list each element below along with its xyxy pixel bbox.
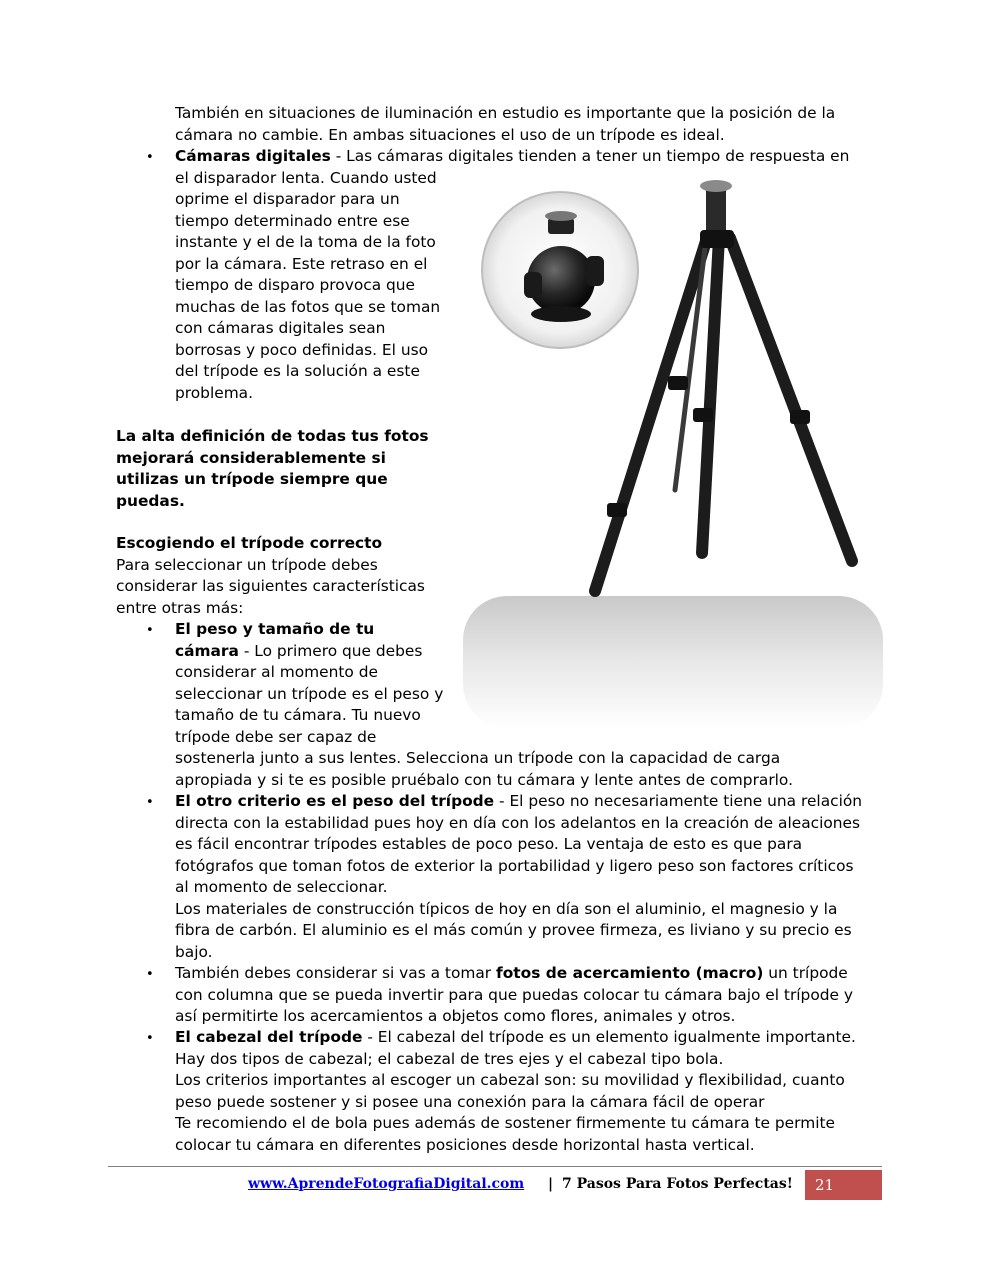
text-line: sostenerla junto a sus lentes. Selecciona un trípode con la capacidad de carga [175,749,781,767]
text-line: con cámaras digitales sean [175,319,386,337]
bullet-head [175,1027,856,1049]
text-span: - El cabezal del trípode es un elemento igualmente importante. [362,1028,856,1046]
leg-hub [700,230,734,248]
text-line: bajo. [175,943,213,961]
section-title: Escogiendo el trípode correcto [116,534,383,552]
text-line: Los criterios importantes al escoger un cabezal son: su movilidad y flexibilidad, cuanto [175,1071,845,1089]
bold-term: Cámaras digitales [175,147,331,165]
text-line: así permitirte los acercamientos a objetos como flores, animales y otros. [175,1007,736,1025]
footer-separator: | [548,1176,554,1192]
text-line: instante y el de la toma de la foto [175,233,436,251]
floor-reflection [463,596,883,728]
bold-term: cámara [175,642,239,660]
highlight-line: mejorará considerablemente si [116,449,386,467]
bullet-macro [175,963,848,985]
text-line: fotógrafos que toman fotos de exterior la portabilidad y ligero peso son factores críticos [175,857,854,875]
bold-term: El peso y tamaño de tu [175,620,375,638]
text-line: borrosas y poco definidas. El uso [175,341,429,359]
text-line: directa con la estabilidad pues hoy en día con los adelantos en la creación de aleaciones [175,814,861,832]
head-plate [700,180,732,192]
text-line: entre otras más: [116,599,244,617]
text-span: - Lo primero que debes [238,642,423,660]
bullet-icon: • [146,795,154,810]
tripod-image [460,168,884,728]
bullet-icon: • [146,150,154,165]
highlight-line: utilizas un trípode siempre que [116,470,388,488]
bullet-icon: • [146,623,154,638]
text-line: muchas de las fotos que se toman [175,298,441,316]
text-line: tiempo de disparo provoca que [175,276,416,294]
highlight-line: La alta definición de todas tus fotos [116,427,429,445]
text-line: es fácil encontrar trípodes estables de poco peso. La ventaja de esto es que para [175,835,803,853]
text-line: Para seleccionar un trípode debes [116,556,378,574]
text-line: Hay dos tipos de cabezal; el cabezal de tres ejes y el cabezal tipo bola. [175,1050,724,1068]
text-line: apropiada y si te es posible pruébalo con tu cámara y lente antes de comprarlo. [175,771,793,789]
text-line: trípode debe ser capaz de [175,728,377,746]
text-span: - El peso no necesariamente tiene una relación [494,792,863,810]
text-line: considerar las siguientes características [116,577,425,595]
footer-rule [108,1166,882,1167]
footer-title: 7 Pasos Para Fotos Perfectas! [562,1176,793,1192]
text-line: colocar tu cámara en diferentes posiciones desde horizontal hasta vertical. [175,1136,755,1154]
text-line: por la cámara. Este retraso en el [175,255,428,273]
text-line: considerar al momento de [175,663,378,681]
text-line: cámara no cambie. En ambas situaciones el uso de un trípode es ideal. [175,126,725,144]
text-line: con columna que se pueda invertir para que puedas colocar tu cámara bajo el trípode y [175,986,853,1004]
bullet-icon: • [146,967,154,982]
text-line: peso puede sostener y si posee una conexión para la cámara fácil de operar [175,1093,765,1111]
highlight-line: puedas. [116,492,185,510]
bullet-icon: • [146,1031,154,1046]
text-span: También debes considerar si vas a tomar [175,964,497,982]
text-line: al momento de seleccionar. [175,878,388,896]
text-line: fibra de carbón. El aluminio es el más común y provee firmeza, es liviano y su precio es [175,921,852,939]
bullet-tripod-weight [175,791,862,813]
text-line: el disparador lenta. Cuando usted [175,169,437,187]
text-span: - Las cámaras digitales tienden a tener un tiempo de respuesta en [330,147,850,165]
text-line: del trípode es la solución a este [175,362,420,380]
footer-website-link[interactable]: www.AprendeFotografiaDigital.com [248,1176,525,1192]
text-line: Los materiales de construcción típicos de hoy en día son el aluminio, el magnesio y la [175,900,838,918]
bullet-weight-size [175,641,422,663]
text-span: un trípode [763,964,848,982]
text-line: seleccionar un trípode es el peso y [175,685,444,703]
bold-term: El cabezal del trípode [175,1028,363,1046]
bold-term: El otro criterio es el peso del trípode [175,792,495,810]
text-line: tiempo determinado entre ese [175,212,410,230]
text-line: oprime el disparador para un [175,190,400,208]
bullet-cameras [175,146,849,168]
text-line: tamaño de tu cámara. Tu nuevo [175,706,421,724]
bold-term: fotos de acercamiento (macro) [496,964,764,982]
text-line: problema. [175,384,254,402]
page-number: 21 [815,1176,835,1194]
text-line: Te recomiendo el de bola pues además de sostener firmemente tu cámara te permite [175,1114,835,1132]
text-line: También en situaciones de iluminación en estudio es importante que la posición de la [175,104,836,122]
